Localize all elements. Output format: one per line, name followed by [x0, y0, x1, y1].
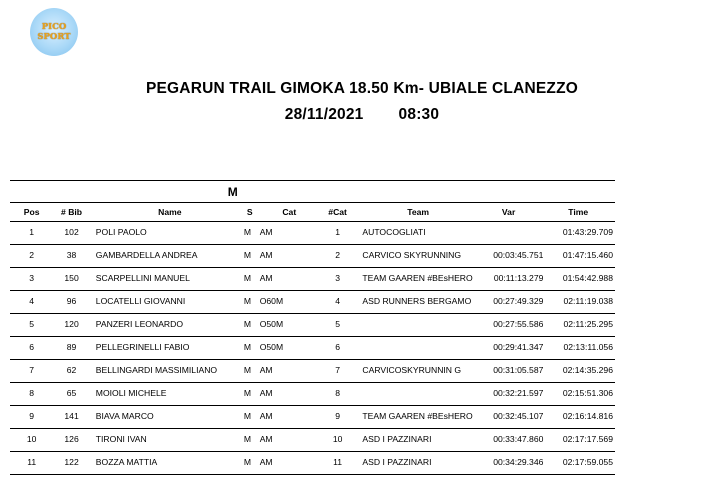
table-row — [10, 268, 615, 291]
cell-pos: 9 — [10, 406, 53, 429]
table-row — [10, 383, 615, 406]
cell-cat-rank: 5 — [319, 314, 357, 337]
cell-pos: 1 — [10, 222, 53, 245]
cell-cat: AM — [256, 245, 319, 268]
cell-sex: M — [244, 429, 256, 452]
cell-bib: 65 — [53, 383, 89, 406]
cell-bib: 150 — [53, 268, 89, 291]
cell-cat-rank: 11 — [319, 452, 357, 475]
cell-pos: 3 — [10, 268, 53, 291]
cell-team: TEAM GAAREN #BEsHERO — [356, 406, 473, 429]
col-header-name: Name — [90, 203, 244, 222]
cell-cat: AM — [256, 429, 319, 452]
cell-sex: M — [244, 245, 256, 268]
cell-cat-rank: 8 — [319, 383, 357, 406]
cell-team — [356, 383, 473, 406]
cell-var: 00:11:13.279 — [474, 268, 544, 291]
cell-name: MOIOLI MICHELE — [90, 383, 244, 406]
cell-sex: M — [244, 360, 256, 383]
cell-team — [356, 337, 473, 360]
col-header-time: Time — [543, 203, 615, 222]
cell-name: SCARPELLINI MANUEL — [90, 268, 244, 291]
table-row — [10, 337, 615, 360]
cell-pos: 7 — [10, 360, 53, 383]
table-row — [10, 245, 615, 268]
cell-sex: M — [244, 222, 256, 245]
cell-time: 02:11:25.295 — [543, 314, 615, 337]
table-row — [10, 406, 615, 429]
cell-var — [474, 222, 544, 245]
cell-time: 02:14:35.296 — [543, 360, 615, 383]
cell-cat: O60M — [256, 291, 319, 314]
table-row — [10, 429, 615, 452]
cell-bib: 96 — [53, 291, 89, 314]
cell-cat-rank: 6 — [319, 337, 357, 360]
cell-team: CARVICOSKYRUNNIN G — [356, 360, 473, 383]
col-header-cat-rank: #Cat — [319, 203, 357, 222]
cell-name: LOCATELLI GIOVANNI — [90, 291, 244, 314]
cell-bib: 141 — [53, 406, 89, 429]
cell-cat: AM — [256, 360, 319, 383]
cell-time: 02:15:51.306 — [543, 383, 615, 406]
race-datetime — [0, 106, 724, 124]
cell-time: 02:16:14.816 — [543, 406, 615, 429]
cell-pos: 8 — [10, 383, 53, 406]
cell-bib: 89 — [53, 337, 89, 360]
cell-name: BELLINGARDI MASSIMILIANO — [90, 360, 244, 383]
cell-bib: 38 — [53, 245, 89, 268]
cell-var: 00:32:45.107 — [474, 406, 544, 429]
cell-var: 00:29:41.347 — [474, 337, 544, 360]
race-date: 28/11/2021 — [284, 106, 364, 123]
cell-cat: AM — [256, 452, 319, 475]
logo-text-line2: SPORT — [37, 32, 71, 42]
cell-team: ASD I PAZZINARI — [356, 452, 473, 475]
cell-var: 00:32:21.597 — [474, 383, 544, 406]
cell-team: TEAM GAAREN #BEsHERO — [356, 268, 473, 291]
cell-bib: 122 — [53, 452, 89, 475]
col-header-bib: # Bib — [53, 203, 89, 222]
cell-var: 00:27:49.329 — [474, 291, 544, 314]
cell-sex: M — [244, 406, 256, 429]
pico-sport-logo — [30, 8, 78, 56]
table-row — [10, 360, 615, 383]
cell-cat-rank: 2 — [319, 245, 357, 268]
cell-name: BIAVA MARCO — [90, 406, 244, 429]
category-group-spacer — [256, 181, 615, 203]
cell-var: 00:31:05.587 — [474, 360, 544, 383]
cell-pos: 4 — [10, 291, 53, 314]
cell-cat-rank: 3 — [319, 268, 357, 291]
table-row — [10, 222, 615, 245]
race-title: PEGARUN TRAIL GIMOKA 18.50 Km- UBIALE CLANEZZO — [145, 80, 579, 97]
cell-name: GAMBARDELLA ANDREA — [90, 245, 244, 268]
cell-time: 01:43:29.709 — [543, 222, 615, 245]
cell-name: TIRONI IVAN — [90, 429, 244, 452]
race-time: 08:30 — [398, 106, 440, 123]
cell-cat: AM — [256, 383, 319, 406]
cell-team: ASD RUNNERS BERGAMO — [356, 291, 473, 314]
table-row — [10, 291, 615, 314]
cell-team: CARVICO SKYRUNNING — [356, 245, 473, 268]
cell-cat: O50M — [256, 337, 319, 360]
cell-time: 02:17:59.055 — [543, 452, 615, 475]
cell-bib: 126 — [53, 429, 89, 452]
cell-pos: 2 — [10, 245, 53, 268]
cell-pos: 11 — [10, 452, 53, 475]
cell-var: 00:34:29.346 — [474, 452, 544, 475]
col-header-sex: S — [244, 203, 256, 222]
table-row — [10, 452, 615, 475]
cell-sex: M — [244, 452, 256, 475]
cell-name: PANZERI LEONARDO — [90, 314, 244, 337]
cell-cat-rank: 9 — [319, 406, 357, 429]
cell-pos: 10 — [10, 429, 53, 452]
col-header-cat: Cat — [256, 203, 319, 222]
cell-name: PELLEGRINELLI FABIO — [90, 337, 244, 360]
cell-time: 02:13:11.056 — [543, 337, 615, 360]
cell-pos: 6 — [10, 337, 53, 360]
cell-cat-rank: 7 — [319, 360, 357, 383]
cell-cat-rank: 1 — [319, 222, 357, 245]
cell-bib: 102 — [53, 222, 89, 245]
cell-team: AUTOCOGLIATI — [356, 222, 473, 245]
cell-pos: 5 — [10, 314, 53, 337]
cell-team: ASD I PAZZINARI — [356, 429, 473, 452]
cell-cat: AM — [256, 406, 319, 429]
cell-sex: M — [244, 383, 256, 406]
category-group-label: M — [10, 181, 256, 203]
cell-time: 02:17:17.569 — [543, 429, 615, 452]
cell-sex: M — [244, 291, 256, 314]
cell-cat: O50M — [256, 314, 319, 337]
cell-bib: 62 — [53, 360, 89, 383]
table-row — [10, 314, 615, 337]
cell-name: BOZZA MATTIA — [90, 452, 244, 475]
cell-cat-rank: 4 — [319, 291, 357, 314]
cell-bib: 120 — [53, 314, 89, 337]
cell-time: 01:54:42.988 — [543, 268, 615, 291]
cell-cat: AM — [256, 222, 319, 245]
cell-var: 00:03:45.751 — [474, 245, 544, 268]
cell-cat: AM — [256, 268, 319, 291]
col-header-team: Team — [356, 203, 473, 222]
cell-var: 00:33:47.860 — [474, 429, 544, 452]
results-table — [10, 180, 615, 475]
cell-cat-rank: 10 — [319, 429, 357, 452]
cell-time: 02:11:19.038 — [543, 291, 615, 314]
logo-text-line1: PICO — [41, 22, 67, 32]
cell-name: POLI PAOLO — [90, 222, 244, 245]
cell-sex: M — [244, 314, 256, 337]
cell-time: 01:47:15.460 — [543, 245, 615, 268]
cell-var: 00:27:55.586 — [474, 314, 544, 337]
cell-sex: M — [244, 337, 256, 360]
cell-team — [356, 314, 473, 337]
col-header-var: Var — [474, 203, 544, 222]
cell-sex: M — [244, 268, 256, 291]
col-header-pos: Pos — [10, 203, 53, 222]
